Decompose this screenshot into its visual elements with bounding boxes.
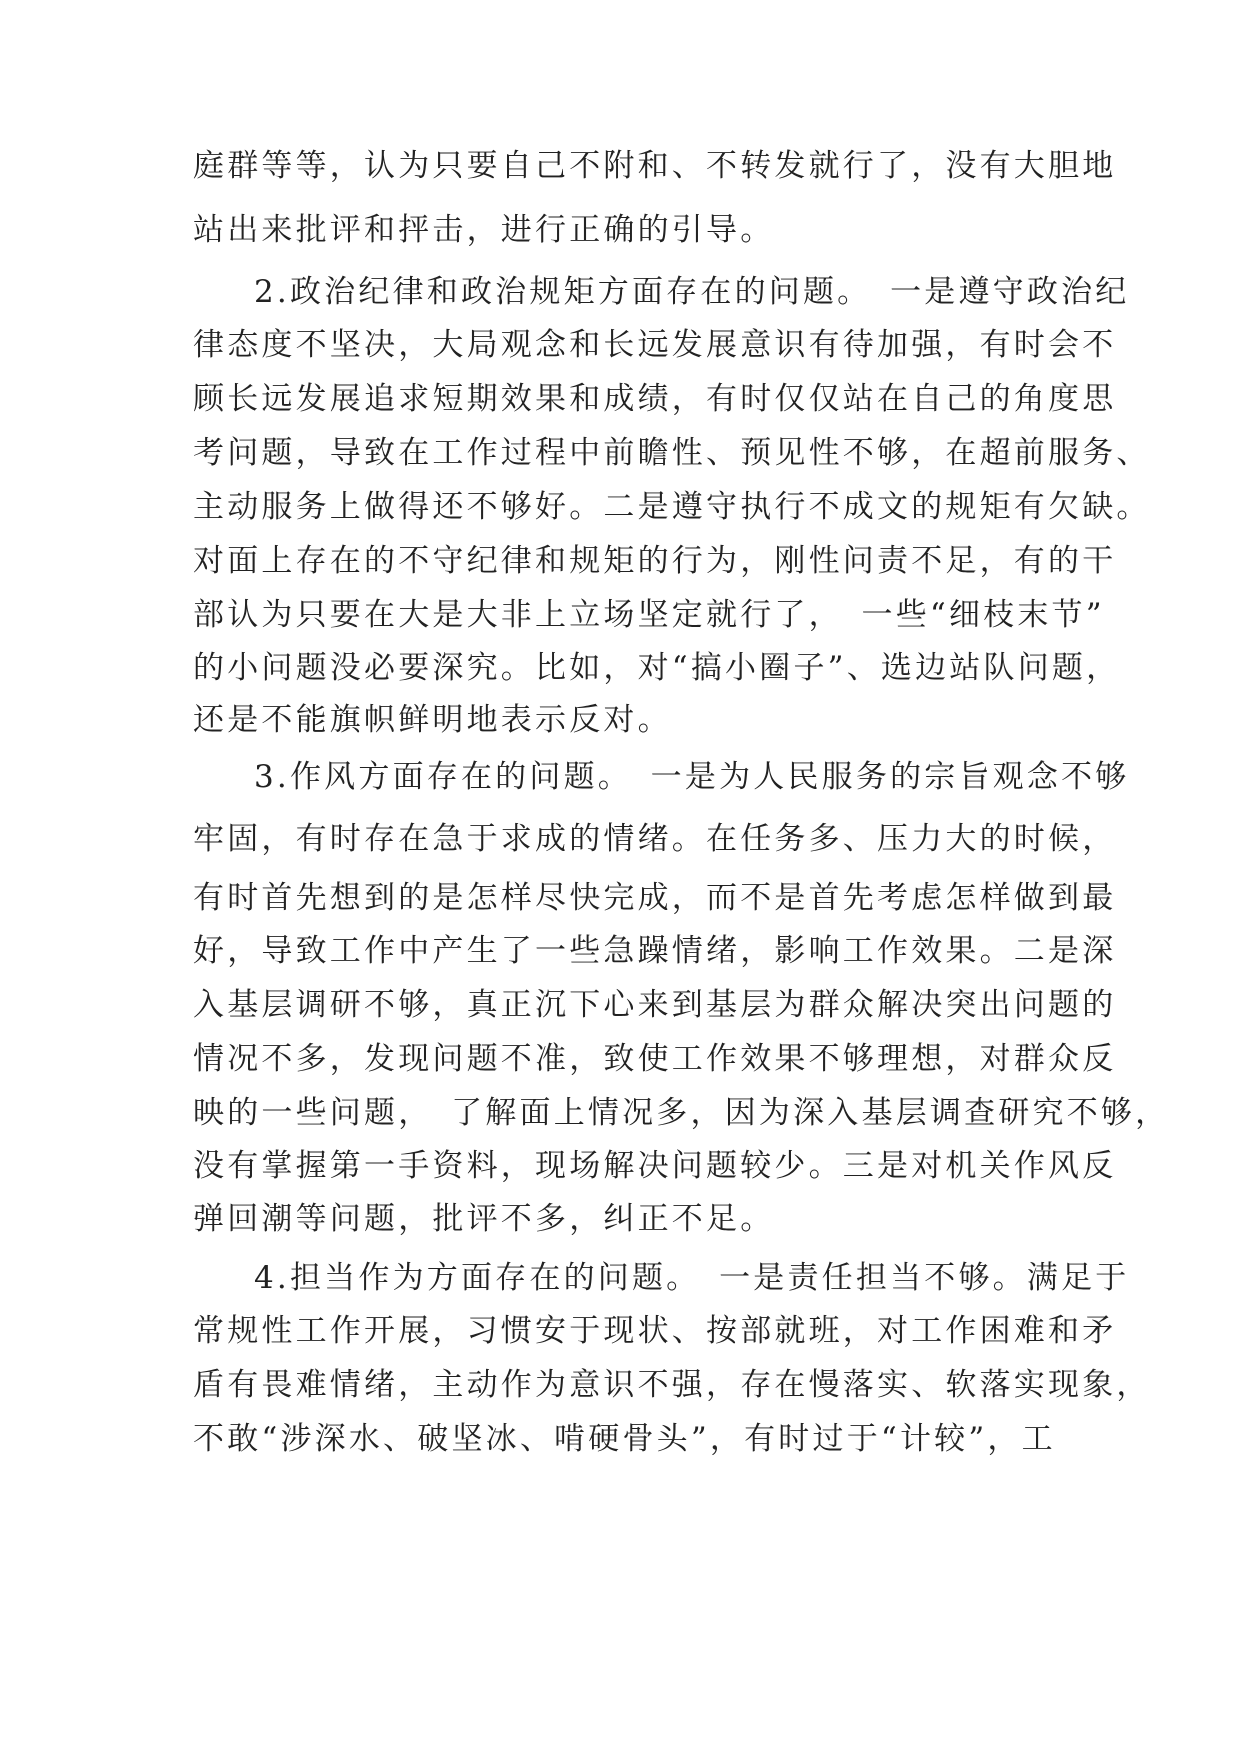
text-line: 情况不多，发现问题不准，致使工作效果不够理想，对群众反 [193,1041,1117,1077]
text-line: 主动服务上做得还不够好。二是遵守执行不成文的规矩有欠缺。 [193,489,1151,525]
text-line: 有时首先想到的是怎样尽快完成，而不是首先考虑怎样做到最 [193,880,1117,916]
text-line: 映的一些问题， 了解面上情况多，因为深入基层调查研究不够， [193,1095,1170,1131]
text-line: 常规性工作开展，习惯安于现状、按部就班，对工作困难和矛 [193,1313,1117,1349]
text-line: 庭群等等，认为只要自己不附和、不转发就行了，没有大胆地 [193,148,1117,184]
text-line: 不敢“涉深水、破坚冰、啃硬骨头”，有时过于“计较”，工 [193,1421,1056,1457]
text-line: 考问题，导致在工作过程中前瞻性、预见性不够，在超前服务、 [193,435,1151,471]
text-line: 站出来批评和抨击，进行正确的引导。 [193,212,775,248]
text-line: 律态度不坚决，大局观念和长远发展意识有待加强，有时会不 [193,327,1117,363]
text-line: 入基层调研不够，真正沉下心来到基层为群众解决突出问题的 [193,987,1117,1023]
section-heading-4: 4.担当作为方面存在的问题。 一是责任担当不够。满足于 [254,1260,1130,1296]
section-heading-3: 3.作风方面存在的问题。 一是为人民服务的宗旨观念不够 [254,759,1130,795]
section-heading-2: 2.政治纪律和政治规矩方面存在的问题。 一是遵守政治纪 [254,274,1130,310]
text-line: 还是不能旗帜鲜明地表示反对。 [193,702,672,738]
text-line: 好，导致工作中产生了一些急躁情绪，影响工作效果。二是深 [193,933,1117,969]
text-line: 盾有畏难情绪，主动作为意识不强，存在慢落实、软落实现象， [193,1367,1151,1403]
text-line: 部认为只要在大是大非上立场坚定就行了， 一些“细枝末节” [193,597,1105,633]
text-line: 没有掌握第一手资料，现场解决问题较少。三是对机关作风反 [193,1148,1117,1184]
text-line: 顾长远发展追求短期效果和成绩，有时仅仅站在自己的角度思 [193,381,1117,417]
text-line: 弹回潮等问题，批评不多，纠正不足。 [193,1201,775,1237]
text-line: 的小问题没必要深究。比如，对“搞小圈子”、选边站队问题， [193,650,1121,686]
text-line: 对面上存在的不守纪律和规矩的行为，刚性问责不足，有的干 [193,543,1117,579]
text-line: 牢固，有时存在急于求成的情绪。在任务多、压力大的时候， [193,821,1117,857]
